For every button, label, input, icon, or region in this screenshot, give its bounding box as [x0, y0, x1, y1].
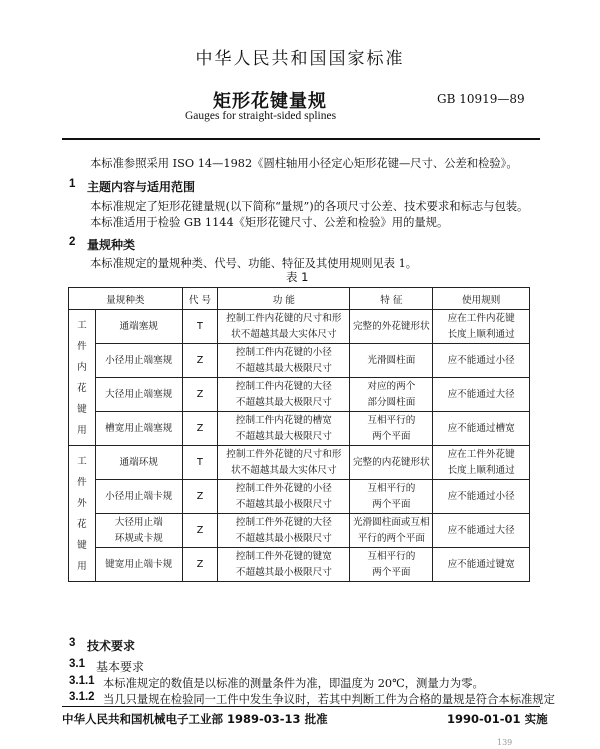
gauge-rule: 应不能通过键宽: [433, 548, 530, 582]
gauge-function: 控制工件外花键的键宽 不超越其最小极限尺寸: [218, 548, 350, 582]
gauge-function: 控制工件内花键的尺寸和形 状不超越其最大实体尺寸: [218, 310, 350, 344]
subsection-3-1-number: 3.1: [69, 658, 85, 670]
standard-agency-header: 中华人民共和国国家标准: [195, 49, 405, 69]
group-external-spline: 工件外花键用: [69, 446, 96, 582]
gauge-function: 控制工件外花键的小径 不超越其最小极限尺寸: [218, 480, 350, 514]
section-1-heading: 主题内容与适用范围: [87, 180, 196, 194]
gauge-feature: 光滑圆柱面或互相 平行的两个平面: [350, 514, 433, 548]
section-2-paragraph: 本标准规定的量规种类、代号、功能、特征及其使用规则见表 1。: [90, 257, 418, 270]
gauge-code: Z: [182, 412, 218, 446]
clause-3-1-1-text: 本标准规定的数值是以标准的测量条件为准，即温度为 20℃，测量力为零。: [103, 677, 484, 690]
gauge-function: 控制工件内花键的小径 不超越其最大极限尺寸: [218, 344, 350, 378]
gauge-feature: 互相平行的 两个平面: [350, 480, 433, 514]
header-feature: 特 征: [350, 288, 433, 310]
gauge-types-table: [68, 287, 530, 582]
table-row: [69, 514, 530, 548]
gauge-function: 控制工件内花键的大径 不超越其最大极限尺寸: [218, 378, 350, 412]
section-3-heading: 技术要求: [87, 639, 136, 653]
table-row: [69, 344, 530, 378]
effective-date: 1990-01-01 实施: [447, 712, 548, 726]
section-2-heading: 量规种类: [87, 238, 136, 252]
gauge-code: T: [182, 446, 218, 480]
gauge-name: 通端环规: [95, 446, 182, 480]
section-1-paragraph-2: 本标准适用于检验 GB 1144《矩形花键尺寸、公差和检验》用的量规。: [90, 216, 449, 229]
gauge-name: 槽宽用止端塞规: [95, 412, 182, 446]
gauge-feature: 完整的外花键形状: [350, 310, 433, 344]
gauge-feature: 互相平行的 两个平面: [350, 412, 433, 446]
intro-paragraph: 本标准参照采用 ISO 14—1982《圆柱轴用小径定心矩形花键—尺寸、公差和检验》。: [90, 157, 518, 170]
gauge-code: Z: [182, 344, 218, 378]
gauge-code: Z: [182, 514, 218, 548]
table-row: [69, 446, 530, 480]
gauge-code: T: [182, 310, 218, 344]
gauge-rule: 应不能通过槽宽: [433, 412, 530, 446]
gauge-code: Z: [182, 480, 218, 514]
standard-code: GB 10919—89: [437, 92, 525, 106]
clause-3-1-1-number: 3.1.1: [69, 675, 95, 687]
header-type: 量规种类: [69, 288, 183, 310]
table-row: [69, 548, 530, 582]
section-3-number: 3: [69, 637, 76, 649]
footer-divider: [62, 706, 540, 707]
gauge-rule: 应不能通过小径: [433, 480, 530, 514]
header-code: 代 号: [182, 288, 218, 310]
gauge-feature: 对应的两个 部分圆柱面: [350, 378, 433, 412]
group-internal-spline: 工件内花键用: [69, 310, 96, 446]
table-row: [69, 412, 530, 446]
header-rule: 使用规则: [433, 288, 530, 310]
gauge-name: 小径用止端卡规: [95, 480, 182, 514]
gauge-rule: 应在工件外花键 长度上顺利通过: [433, 446, 530, 480]
gauge-name: 小径用止端塞规: [95, 344, 182, 378]
gauge-function: 控制工件内花键的槽宽 不超越其最大极限尺寸: [218, 412, 350, 446]
document-title: 矩形花键量规: [213, 91, 327, 112]
gauge-name: 通端塞规: [95, 310, 182, 344]
section-1-paragraph-1: 本标准规定了矩形花键量规(以下简称“量规”)的各项尺寸公差、技术要求和标志与包装。: [90, 200, 529, 213]
gauge-code: Z: [182, 548, 218, 582]
table-row: [69, 310, 530, 344]
title-divider-double: [62, 139, 540, 140]
table-caption: 表 1: [286, 270, 309, 284]
header-function: 功 能: [218, 288, 350, 310]
table-header-row: [69, 288, 530, 310]
section-1-number: 1: [69, 178, 76, 190]
gauge-feature: 完整的内花键形状: [350, 446, 433, 480]
english-title: Gauges for straight-sided splines: [185, 110, 337, 122]
page-number: 139: [497, 738, 513, 747]
approval-note: 中华人民共和国机械电子工业部 1989-03-13 批准: [62, 712, 328, 726]
gauge-name: 大径用止端塞规: [95, 378, 182, 412]
section-2-number: 2: [69, 236, 76, 248]
clause-3-1-2-number: 3.1.2: [69, 691, 95, 703]
gauge-rule: 应不能通过小径: [433, 344, 530, 378]
gauge-name: 大径用止端 环规或卡规: [95, 514, 182, 548]
gauge-function: 控制工件外花键的尺寸和形 状不超越其最大实体尺寸: [218, 446, 350, 480]
gauge-name: 键宽用止端卡规: [95, 548, 182, 582]
table-row: [69, 378, 530, 412]
gauge-rule: 应不能通过大径: [433, 514, 530, 548]
clause-3-1-2-text: 当几只量规在检验同一工件中发生争议时，若其中判断工件为合格的量规是符合本标准规定: [103, 693, 555, 706]
table-row: [69, 480, 530, 514]
gauge-feature: 光滑圆柱面: [350, 344, 433, 378]
gauge-function: 控制工件外花键的大径 不超越其最小极限尺寸: [218, 514, 350, 548]
gauge-code: Z: [182, 378, 218, 412]
gauge-rule: 应不能通过大径: [433, 378, 530, 412]
gauge-rule: 应在工件内花键 长度上顺利通过: [433, 310, 530, 344]
gauge-feature: 互相平行的 两个平面: [350, 548, 433, 582]
subsection-3-1-heading: 基本要求: [96, 660, 145, 674]
